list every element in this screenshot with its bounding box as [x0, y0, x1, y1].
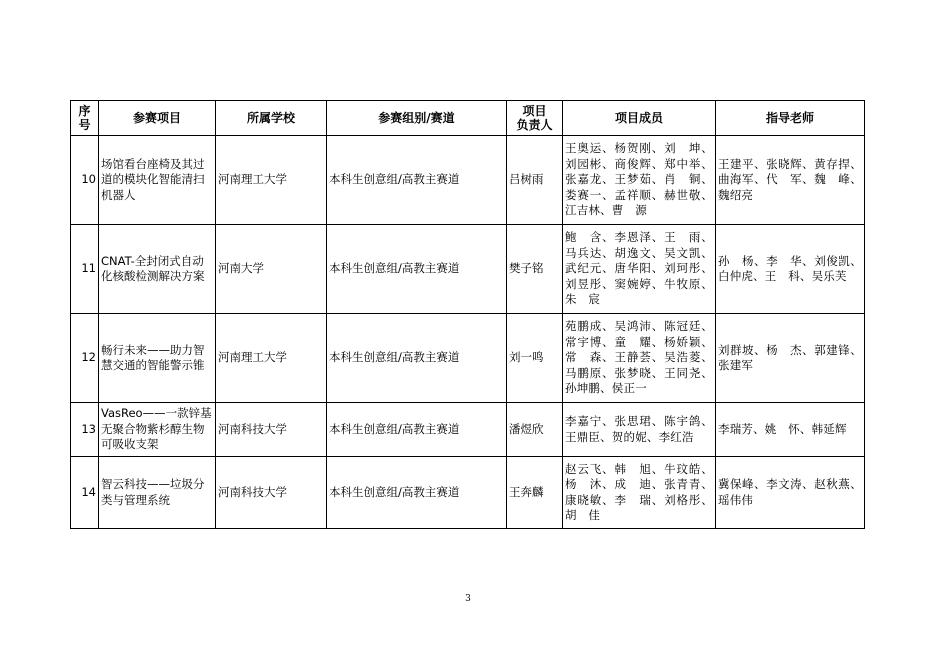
header-advisors: 指导老师 — [716, 101, 865, 136]
row-track: 本科生创意组/高教主赛道 — [327, 136, 507, 225]
row-school: 河南理工大学 — [216, 136, 327, 225]
row-members: 苑鹏成、吴鸿沛、陈冠廷、常宇博、童 耀、杨娇颖、常 森、王静荟、吴浩菱、马鹏原、张梦晓、王同尧、孙坤鹏、侯正一 — [563, 314, 716, 403]
header-leader-line1: 项目 — [522, 104, 547, 118]
row-track: 本科生创意组/高教主赛道 — [327, 225, 507, 314]
row-advisors: 刘群坡、杨 杰、郭建锋、张建军 — [716, 314, 865, 403]
table-row — [71, 314, 865, 403]
row-leader: 王奔麟 — [507, 457, 563, 529]
row-members: 赵云飞、韩 旭、牛玟皓、杨 沐、成 迪、张青青、康晓敏、李 瑞、刘格彤、胡 佳 — [563, 457, 716, 529]
row-members: 王奥运、杨贺刚、刘 坤、刘园彬、商俊辉、郑中举、张嘉龙、王梦茹、肖 铜、娄赛一、孟祥顺、赫世敬、江吉林、曹 源 — [563, 136, 716, 225]
row-advisors: 冀保峰、李文涛、赵秋燕、瑶伟伟 — [716, 457, 865, 529]
header-track: 参赛组别/赛道 — [327, 101, 507, 136]
row-leader: 刘一鸣 — [507, 314, 563, 403]
header-project: 参赛项目 — [99, 101, 216, 136]
row-advisors: 王建平、张晓辉、黄存捍、曲海军、代 军、魏 峰、魏绍亮 — [716, 136, 865, 225]
header-members: 项目成员 — [563, 101, 716, 136]
awards-table — [70, 100, 865, 529]
row-project: 畅行未来——助力智慧交通的智能警示锥 — [99, 314, 216, 403]
row-members: 鲍 含、李恩泽、王 雨、马兵达、胡逸文、吴文凯、武纪元、唐华阳、刘珂彤、刘昱彤、窦婉婷、牛牧原、朱 宸 — [563, 225, 716, 314]
row-leader: 潘煜欣 — [507, 403, 563, 457]
page-number: 3 — [465, 594, 471, 604]
header-leader — [507, 101, 563, 136]
row-leader: 樊子铭 — [507, 225, 563, 314]
row-seq: 10 — [71, 136, 99, 225]
table-header-row — [71, 101, 865, 136]
header-leader-line2: 负责人 — [516, 118, 553, 132]
table-row — [71, 457, 865, 529]
row-project: 场馆看台座椅及其过道的模块化智能清扫机器人 — [99, 136, 216, 225]
row-members: 李嘉宁、张思珺、陈宇鸽、王鼎臣、贺的妮、李红浩 — [563, 403, 716, 457]
row-advisors: 李瑞芳、姚 怀、韩延辉 — [716, 403, 865, 457]
header-school: 所属学校 — [216, 101, 327, 136]
row-seq: 14 — [71, 457, 99, 529]
row-track: 本科生创意组/高教主赛道 — [327, 403, 507, 457]
row-track: 本科生创意组/高教主赛道 — [327, 457, 507, 529]
row-seq: 12 — [71, 314, 99, 403]
row-school: 河南大学 — [216, 225, 327, 314]
row-project: 智云科技——垃圾分类与管理系统 — [99, 457, 216, 529]
row-track: 本科生创意组/高教主赛道 — [327, 314, 507, 403]
row-leader: 吕树雨 — [507, 136, 563, 225]
row-project: VasReo——一款锌基无聚合物紫杉醇生物可吸收支架 — [99, 403, 216, 457]
table-row — [71, 225, 865, 314]
row-seq: 13 — [71, 403, 99, 457]
row-seq: 11 — [71, 225, 99, 314]
row-school: 河南科技大学 — [216, 403, 327, 457]
row-advisors: 孙 杨、李 华、刘俊凯、白仲虎、王 科、吴乐芙 — [716, 225, 865, 314]
table-row — [71, 136, 865, 225]
header-seq: 序号 — [71, 101, 99, 136]
row-school: 河南科技大学 — [216, 457, 327, 529]
row-project: CNAT-全封闭式自动化核酸检测解决方案 — [99, 225, 216, 314]
row-school: 河南理工大学 — [216, 314, 327, 403]
table-row — [71, 403, 865, 457]
